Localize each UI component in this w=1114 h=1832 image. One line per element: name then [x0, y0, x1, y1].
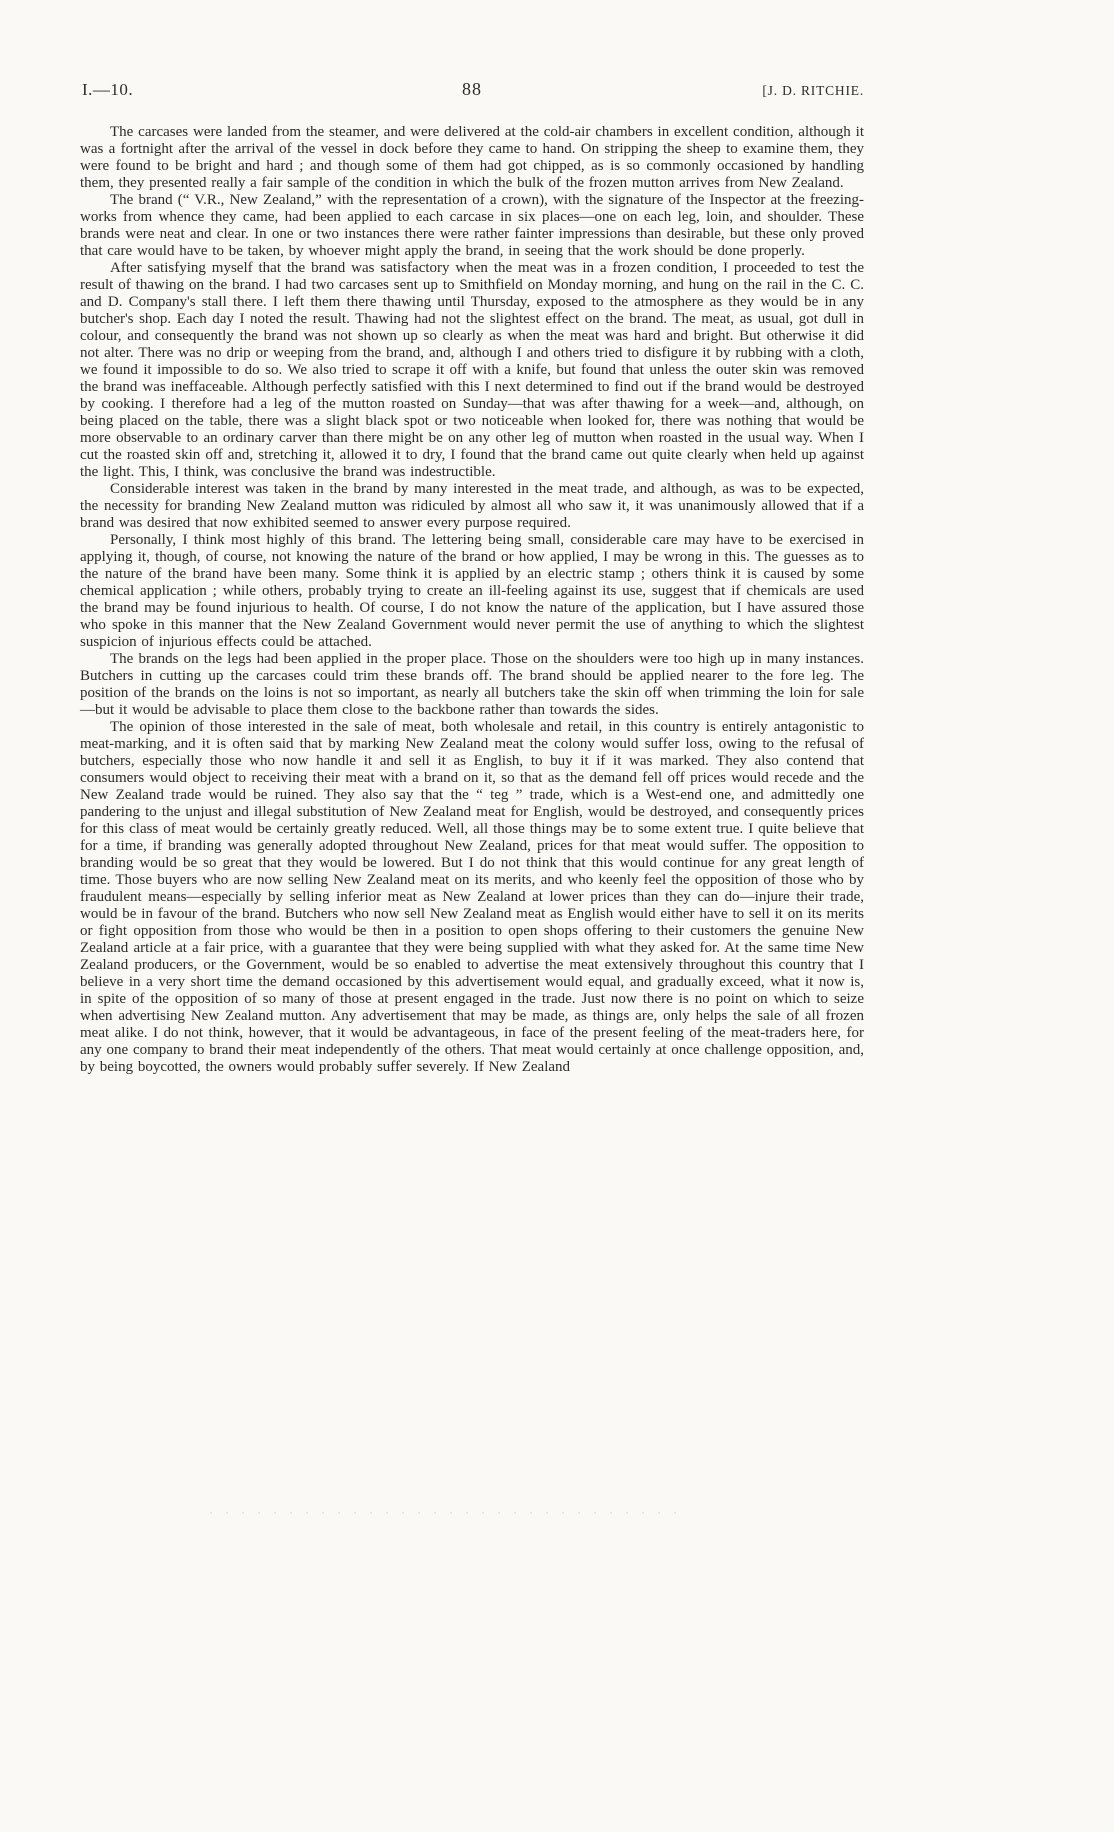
paragraph: The opinion of those interested in the sale of meat, both wholesale and retail, in this country is entirely antagonistic to meat-marking, and it is often said that by marking New Zealand meat the colony would suffer loss, owing to the refusal of butchers, especially those who now handle it and sell it as English, to buy it if it was marked. They also contend that consumers would object to receiving their meat with a brand on it, so that as the demand fell off prices would recede and the New Zealand trade would be ruined. They also say that the “ teg ” trade, which is a West-end one, and admittedly one pandering to the unjust and illegal substitution of New Zealand meat for English, would be destroyed, and consequently prices for this class of meat would be certainly greatly reduced. Well, all those things may be to some extent true. I quite believe that for a time, if branding was generally adopted throughout New Zealand, prices for that meat would suffer. The opposition to branding would be so great that they would be lowered. But I do not think that this would continue for any great length of time. Those buyers who are now selling New Zealand meat on its merits, and who keenly feel the opposition of those who by fraudulent means—especially by selling inferior meat as New Zealand at lower prices than they can do—injure their trade, would be in favour of the brand. Butchers who now sell New Zealand meat as English would either have to sell it on its merits or fight opposition from those who would be then in a position to open shops offering to their customers the genuine New Zealand article at a fair price, with a guarantee that they were being supplied with what they asked for. At the same time New Zealand producers, or the Government, would be so enabled to advertise the meat extensively throughout this country that I believe in a very short time the demand occasioned by this advertisement would equal, and gradually exceed, what it now is, in spite of the opposition of so many of those at present engaged in the trade. Just now there is no point on which to seize when advertising New Zealand mutton. Any advertisement that may be made, as things are, only helps the sale of all frozen meat alike. I do not think, however, that it would be advantageous, in face of the present feeling of the meat-traders here, for any one company to brand their meat independently of the others. That meat would certainly at once challenge opposition, and, by being boycotted, the owners would probably suffer severely. If New Zealand — [80, 719, 864, 1075]
section-number: I.—10. — [82, 80, 134, 99]
paragraph: Considerable interest was taken in the brand by many interested in the meat trade, and although, as was to be expected, the necessity for branding New Zealand mutton was ridiculed by almost all who saw it, it was unanimously allowed that if a brand was desired that now exhibited seemed to answer every purpose required. — [80, 481, 864, 531]
page-number: 88 — [462, 79, 482, 99]
page-body — [80, 124, 864, 1076]
paragraph: The carcases were landed from the steamer, and were delivered at the cold-air chambers in excellent condition, although it was a fortnight after the arrival of the vessel in dock before they came to hand. On stripping the sheep to examine them, they were found to be bright and hard ; and though some of them had got chipped, as is so commonly occasioned by handling them, they presented really a fair sample of the condition in which the bulk of the frozen mutton arrives from New Zealand. — [80, 124, 864, 191]
paragraph: After satisfying myself that the brand was satisfactory when the meat was in a frozen condition, I proceeded to test the result of thawing on the brand. I had two carcases sent up to Smithfield on Monday morning, and hung on the rail in the C. C. and D. Company's stall there. I left them there thawing until Thursday, exposed to the atmosphere as they would be in any butcher's shop. Each day I noted the result. Thawing had not the slightest effect on the brand. The meat, as usual, got dull in colour, and consequently the brand was not shown up so clearly as when the meat was hard and bright. But otherwise it did not alter. There was no drip or weeping from the brand, and, although I and others tried to disfigure it by rubbing with a cloth, we found it impossible to do so. We also tried to scrape it off with a knife, but found that unless the outer skin was removed the brand was ineffaceable. Although perfectly satisfied with this I next determined to find out if the brand would be destroyed by cooking. I therefore had a leg of the mutton roasted on Sunday—that was after thawing for a week—and, although, on being placed on the table, there was a slight black spot or two noticeable when looked for, there was nothing that would be more observable to an ordinary carver than there might be on any other leg of mutton when roasted in the usual way. When I cut the roasted skin off and, stretching it, allowed it to dry, I found that the brand came out quite clearly when held up against the light. This, I think, was conclusive the brand was indestructible. — [80, 260, 864, 480]
running-head — [80, 80, 864, 104]
paragraph: Personally, I think most highly of this brand. The lettering being small, considerable care may have to be exercised in applying it, though, of course, not knowing the nature of the brand or how applied, I may be wrong in this. The guesses as to the nature of the brand have been many. Some think it is applied by an electric stamp ; others think it is caused by some chemical application ; while others, probably trying to create an ill-feeling against its use, suggest that if chemicals are used the brand may be found injurious to health. Of course, I do not know the nature of the application, but I have assured those who spoke in this manner that the New Zealand Government would never permit the use of anything to which the slightest suspicion of injurious effects could be attached. — [80, 532, 864, 650]
paragraph: The brands on the legs had been applied in the proper place. Those on the shoulders were too high up in many instances. Butchers in cutting up the carcases could trim these brands off. The brand should be applied nearer to the fore leg. The position of the brands on the loins is not so important, as nearly all butchers take the skin off when trimming the loin for sale—but it would be advisable to place them close to the backbone rather than towards the sides. — [80, 651, 864, 718]
text-block — [80, 80, 864, 1076]
scan-artifact — [210, 1512, 680, 1514]
author-name: [J. D. RITCHIE. — [762, 83, 864, 98]
paragraph: The brand (“ V.R., New Zealand,” with the representation of a crown), with the signature of the Inspector at the freezing-works from whence they came, had been applied to each carcase in six places—one on each leg, loin, and shoulder. These brands were neat and clear. In one or two instances there were rather fainter impressions than desirable, but these only proved that care would have to be taken, by whoever might apply the brand, in seeing that the work should be done properly. — [80, 192, 864, 259]
